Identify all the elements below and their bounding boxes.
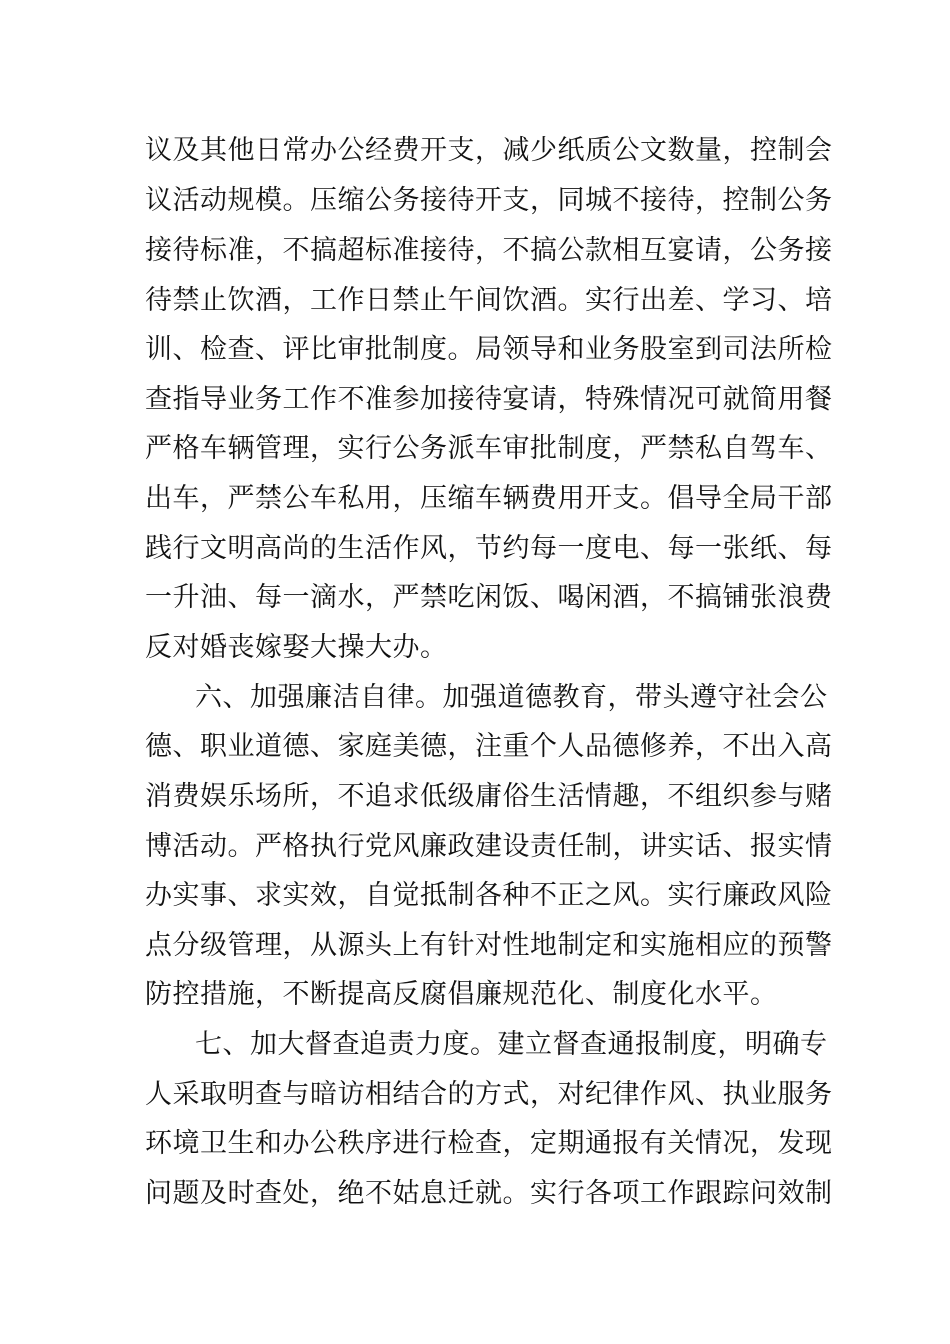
- text-line-3: 接待标准，不搞超标准接待，不搞公款相互宴请，公务接: [145, 235, 833, 266]
- text-line-5: 训、检查、评比审批制度。局领导和业务股室到司法所检: [145, 334, 833, 365]
- text-line-8: 出车，严禁公车私用，压缩车辆费用开支。倡导全局干部: [145, 483, 833, 514]
- text-line-15: 博活动。严格执行党风廉政建设责任制，讲实话、报实情: [145, 831, 833, 862]
- text-line-6: 查指导业务工作不准参加接待宴请，特殊情况可就简用餐: [145, 384, 833, 415]
- text-line-7: 严格车辆管理，实行公务派车审批制度，严禁私自驾车、: [145, 433, 833, 464]
- text-line-2: 议活动规模。压缩公务接待开支，同城不接待，控制公务: [145, 185, 833, 216]
- text-line-13: 德、职业道德、家庭美德，注重个人品德修养，不出入高: [145, 731, 833, 762]
- text-line-22: 问题及时查处，绝不姑息迁就。实行各项工作跟踪问效制: [145, 1178, 833, 1209]
- text-line-11: 反对婚丧嫁娶大操大办。: [145, 632, 448, 663]
- paragraph-six-start: 六、加强廉洁自律。加强道德教育，带头遵守社会公: [195, 682, 828, 713]
- text-line-10: 一升油、每一滴水，严禁吃闲饭、喝闲酒，不搞铺张浪费: [145, 582, 833, 613]
- text-line-20: 人采取明查与暗访相结合的方式，对纪律作风、执业服务: [145, 1079, 833, 1110]
- paragraph-seven-start: 七、加大督查追责力度。建立督查通报制度，明确专: [195, 1029, 828, 1060]
- text-line-16: 办实事、求实效，自觉抵制各种不正之风。实行廉政风险: [145, 880, 833, 911]
- text-line-21: 环境卫生和办公秩序进行检查，定期通报有关情况，发现: [145, 1128, 833, 1159]
- text-line-1: 议及其他日常办公经费开支，减少纸质公文数量，控制会: [145, 135, 833, 166]
- text-line-9: 践行文明高尚的生活作风，节约每一度电、每一张纸、每: [145, 533, 833, 564]
- text-line-17: 点分级管理，从源头上有针对性地制定和实施相应的预警: [145, 930, 833, 961]
- text-line-14: 消费娱乐场所，不追求低级庸俗生活情趣，不组织参与赌: [145, 781, 833, 812]
- text-line-18: 防控措施，不断提高反腐倡廉规范化、制度化水平。: [145, 979, 778, 1010]
- text-line-4: 待禁止饮酒，工作日禁止午间饮酒。实行出差、学习、培: [145, 285, 833, 316]
